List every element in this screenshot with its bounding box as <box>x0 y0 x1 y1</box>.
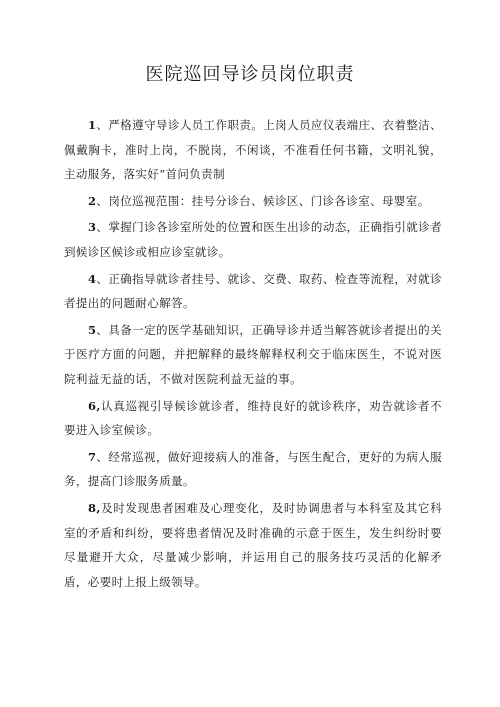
document-title: 医院巡回导诊员岗位职责 <box>145 64 355 85</box>
paragraph-text: 严格遵守导诊人员工作职责。上岗人员应仪表端庄、衣着整洁、佩戴胸卡，准时上岗，不脱岗，不闲谈，不准看任何书籍，文明礼貌，主动服务，落实好“首问负责制 <box>64 118 442 182</box>
paragraph-number: 3 <box>88 220 97 235</box>
paragraph-separator: 、 <box>96 449 109 464</box>
paragraph-3 <box>64 215 442 264</box>
paragraph-4 <box>64 267 442 316</box>
document-body <box>64 113 442 596</box>
paragraph-number: 1 <box>88 118 97 132</box>
paragraph-text: 具备一定的医学基础知识，正确导诊并适当解答就诊者提出的关于医疗方面的问题，并把解释的最终解释权利交于临床医生，不说对医院利益无益的话，不做对医院利益无益的事。 <box>64 322 442 386</box>
paragraph-8 <box>64 496 442 594</box>
paragraph-number: 2 <box>88 193 97 208</box>
paragraph-number: 6, <box>88 398 101 413</box>
paragraph-text: 掌握门诊各诊室所处的位置和医生出诊的动态，正确指引就诊者到候诊区候诊或相应诊室就诊。 <box>64 220 442 259</box>
paragraph-text: 认真巡视引导候诊就诊者，维持良好的就诊秩序，劝告就诊者不要进入诊室候诊。 <box>64 398 442 438</box>
paragraph-separator: 、 <box>96 118 109 132</box>
paragraph-6 <box>64 394 442 443</box>
paragraph-separator: 、 <box>96 271 109 286</box>
paragraph-text: 正确指导就诊者挂号、就诊、交费、取药、检查等流程，对就诊者提出的问题耐心解答。 <box>64 271 442 311</box>
paragraph-text: 及时发现患者困难及心理变化，及时协调患者与本科室及其它科室的矛盾和纠纷，要将患者情况及时准确的示意于医生，发生纠纷时要尽量避开大众，尽量减少影响，并运用自己的服务技巧灵活的化解矛盾，必要时上报上级领导。 <box>64 500 442 589</box>
paragraph-text: 岗位巡视范围：挂号分诊台、候诊区、门诊各诊室、母婴室。 <box>108 193 430 208</box>
paragraph-separator: 、 <box>96 193 109 208</box>
paragraph-7 <box>64 445 442 494</box>
paragraph-number: 5 <box>88 322 97 337</box>
paragraph-1 <box>64 113 442 187</box>
paragraph-text: 经常巡视，做好迎接病人的准备，与医生配合，更好的为病人服务，提高门诊服务质量。 <box>64 449 442 489</box>
paragraph-number: 8, <box>88 500 101 515</box>
paragraph-separator: 、 <box>96 220 109 235</box>
paragraph-2 <box>64 189 442 214</box>
paragraph-separator: 、 <box>96 322 109 337</box>
paragraph-number: 4 <box>88 271 97 286</box>
paragraph-number: 7 <box>88 449 97 464</box>
paragraph-5 <box>64 318 442 392</box>
